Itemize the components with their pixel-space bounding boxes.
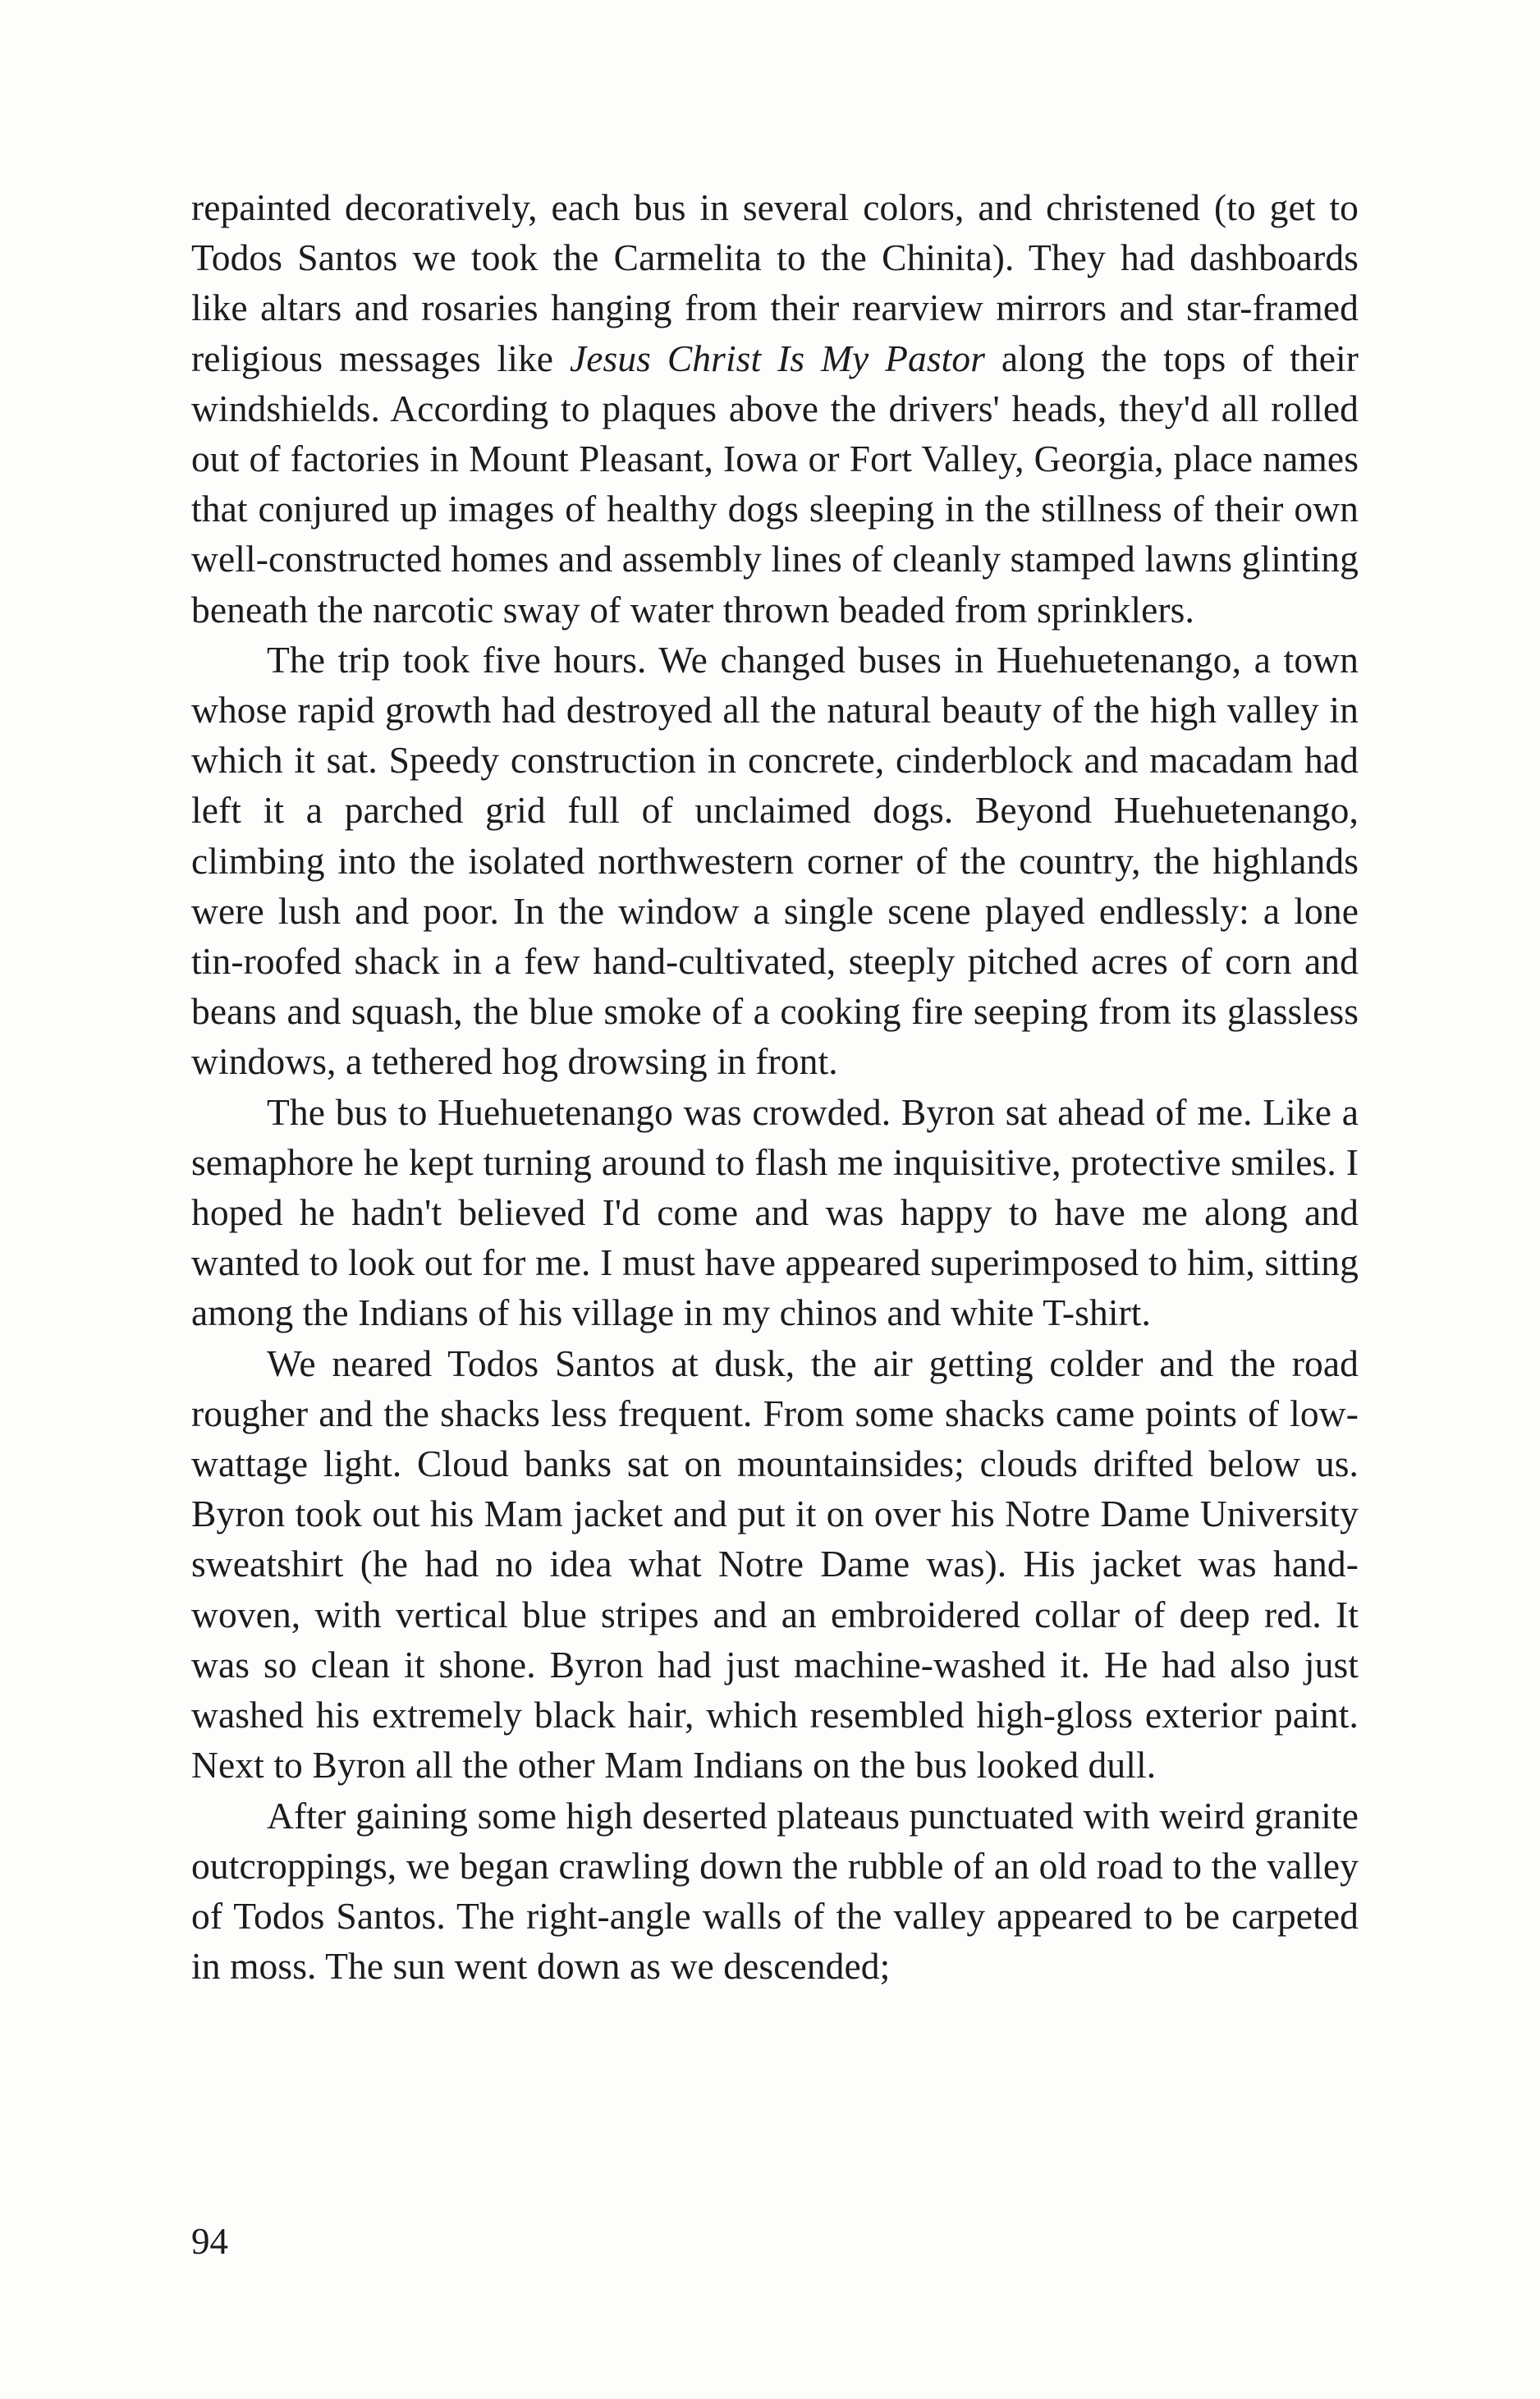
page-number: 94 — [191, 2221, 228, 2262]
paragraph-1-text-a: repainted decoratively, each bus in several colors, and christened (to get to Todos Santos we took the Carmelita to the Chinita). They had dashboards like altars and rosaries hanging from their rearview mirrors and star-framed religious messages like — [191, 186, 1359, 379]
paragraph-1 — [191, 182, 1359, 635]
paragraph-1-text-b: along the tops of their windshields. According to plaques above the drivers' heads, they'd all rolled out of factories in Mount Pleasant, Iowa or Fort Valley, Georgia, place names that conjured up images of healthy dogs sleeping in the stillness of their own well-constructed homes and assembly lines of cleanly stamped lawns glinting beneath the narcotic sway of water thrown beaded from sprinklers. — [191, 337, 1359, 631]
body-text — [191, 182, 1359, 1991]
paragraph-2: The trip took five hours. We changed buses in Huehuetenango, a town whose rapid growth had destroyed all the natural beauty of the high valley in which it sat. Speedy construction in concrete, cinderblock and macadam had left it a parched grid full of unclaimed dogs. Beyond Huehuetenango, climbing into the isolated northwestern corner of the country, the highlands were lush and poor. In the window a single scene played endlessly: a lone tin-roofed shack in a few hand-cultivated, steeply pitched acres of corn and beans and squash, the blue smoke of a cooking fire seeping from its glassless windows, a tethered hog drowsing in front. — [191, 638, 1359, 1083]
paragraph-5: After gaining some high deserted plateaus punctuated with weird granite outcroppings, we began crawling down the rubble of an old road to the valley of Todos Santos. The right-angle walls of the valley appeared to be carpeted in moss. The sun went down as we descended; — [191, 1794, 1359, 1988]
paragraph-4: We neared Todos Santos at dusk, the air getting colder and the road rougher and the shacks less frequent. From some shacks came points of low-wattage light. Cloud banks sat on mountainsides; clouds drifted below us. Byron took out his Mam jacket and put it on over his Notre Dame University sweatshirt (he had no idea what Notre Dame was). His jacket was hand-woven, with vertical blue stripes and an embroidered collar of deep red. It was so clean it shone. Byron had just machine-washed it. He had also just washed his extremely black hair, which resembled high-gloss exterior paint. Next to Byron all the other Mam Indians on the bus looked dull. — [191, 1342, 1359, 1787]
paragraph-3: The bus to Huehuetenango was crowded. Byron sat ahead of me. Like a semaphore he kept turning around to flash me inquisitive, protective smiles. I hoped he hadn't believed I'd come and was happy to have me along and wanted to look out for me. I must have appeared superimposed to him, sitting among the Indians of his village in my chinos and white T-shirt. — [191, 1090, 1359, 1334]
paragraph-1-italic-phrase: Jesus Christ Is My Pastor — [569, 337, 986, 379]
